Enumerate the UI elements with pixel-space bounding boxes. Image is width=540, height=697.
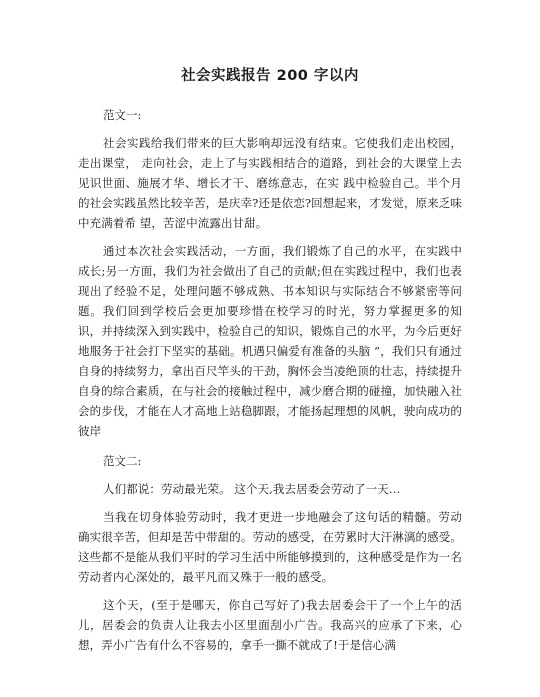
paragraph: 通过本次社会实践活动，一方面，我们锻炼了自己的水平，在实践中成长;另一方面，我们为社会做出了自己的贡献;但在实践过程中，我们也表现出了经验不足，处理问题不够成熟、书本知识与实际结合不够紧密等问题。我们回到学校后会更加要珍惜在校学习的时光，努力掌握更多的知 识，并持续深入到实践中，检验自己的知识，锻炼自己的水平，为今后更好地服务于社会打下坚实的基础。机遇只偏爱有准备的头脑 ”，我们只有通过自身的持续努力，拿出百尺竿头的干劲，胸怀会当凌绝顶的壮志，持续提升自身的综合素质，在与社会的接触过程中，减少磨合期的碰撞，加快融入社会的步伐，才能在人才高地上站稳脚跟，才能扬起理想的风帆，驶向成功的彼岸 (78, 244, 462, 438)
paragraph: 人们都说：劳动最光荣。 这个天,我去居委会劳动了一天… (103, 482, 401, 496)
sample-heading-2: 范文二: (103, 454, 142, 468)
sample-heading-1: 范文一: (103, 108, 142, 122)
sample-section-2 (78, 453, 462, 655)
paragraph: 这个天，(至于是哪天，你自己写好了)我去居委会干了一个上午的活儿，居委会的负责人让我去小区里面刮小广告。我高兴的应承了下来，心想，弄小广告有什么不容易的，拿手一撕不就成了!于是信心满 (78, 598, 462, 652)
document-title: 社会实践报告 200 字以内 (181, 68, 359, 84)
paragraph: 社会实践给我们带来的巨大影响却远没有结束。它使我们走出校园，走出课堂， 走向社会，走上了与实践相结合的道路，到社会的大课堂上去见识世面、施展才华、增长才干、磨练意志，在实 践中检验自己。半个月的社会实践虽然比较辛苦，是庆幸?还是依恋?回想起来，才发觉，原来乏味中充满着希 望，苦涩中流露出甘甜。 (78, 136, 462, 230)
paragraph: 当我在切身体验劳动时，我才更进一步地融会了这句话的精髓。劳动确实很辛苦，但却是苦中带甜的。劳动的感受，在劳累时大汗淋漓的感受。这些都不是能从我们平时的学习生活中所能够摸到的，这种感受是作为一名劳动者内心深处的，最平凡而又殊于一般的感受。 (78, 510, 462, 584)
sample-section-1 (78, 107, 462, 441)
